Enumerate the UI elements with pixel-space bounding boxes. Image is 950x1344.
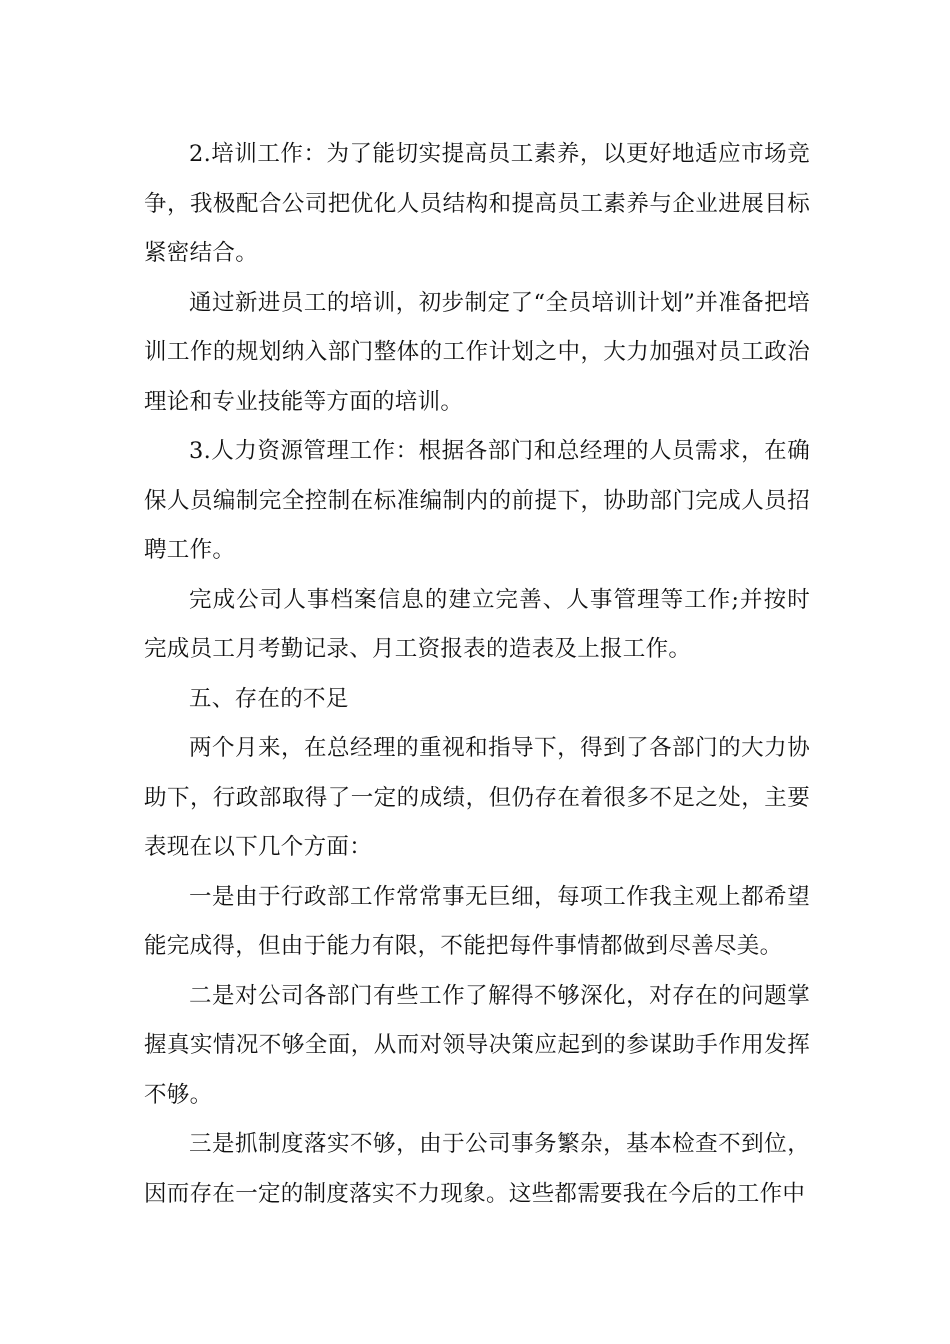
paragraph-hr-management: 3.人力资源管理工作：根据各部门和总经理的人员需求，在确保人员编制完全控制在标准编制内的前提下，协助部门完成人员招聘工作。: [144, 438, 810, 563]
paragraph-personnel-records: 完成公司人事档案信息的建立完善、人事管理等工作;并按时完成员工月考勤记录、月工资报表的造表及上报工作。: [144, 586, 810, 662]
document-body: [144, 130, 810, 1219]
paragraph-new-staff-training: 通过新进员工的培训，初步制定了“全员培训计划”并准备把培训工作的规划纳入部门整体的工作计划之中，大力加强对员工政治理论和专业技能等方面的培训。: [144, 289, 810, 415]
section-heading-shortcomings: 五、存在的不足: [189, 685, 349, 712]
paragraph-shortcoming-one: 一是由于行政部工作常常事无巨细，每项工作我主观上都希望能完成得，但由于能力有限，不能把每件事情都做到尽善尽美。: [144, 883, 810, 959]
paragraph-shortcoming-two: 二是对公司各部门有些工作了解得不够深化，对存在的问题掌握真实情况不够全面，从而对领导决策应起到的参谋助手作用发挥不够。: [144, 982, 810, 1108]
paragraph-training-work: 2.培训工作：为了能切实提高员工素养，以更好地适应市场竞争，我极配合公司把优化人员结构和提高员工素养与企业进展目标紧密结合。: [144, 141, 810, 266]
paragraph-two-months-summary: 两个月来，在总经理的重视和指导下，得到了各部门的大力协助下，行政部取得了一定的成绩，但仍存在着很多不足之处，主要表现在以下几个方面：: [144, 735, 810, 860]
paragraph-shortcoming-three: 三是抓制度落实不够，由于公司事务繁杂，基本检查不到位，因而存在一定的制度落实不力现象。这些都需要我在今后的工作中: [144, 1131, 810, 1207]
